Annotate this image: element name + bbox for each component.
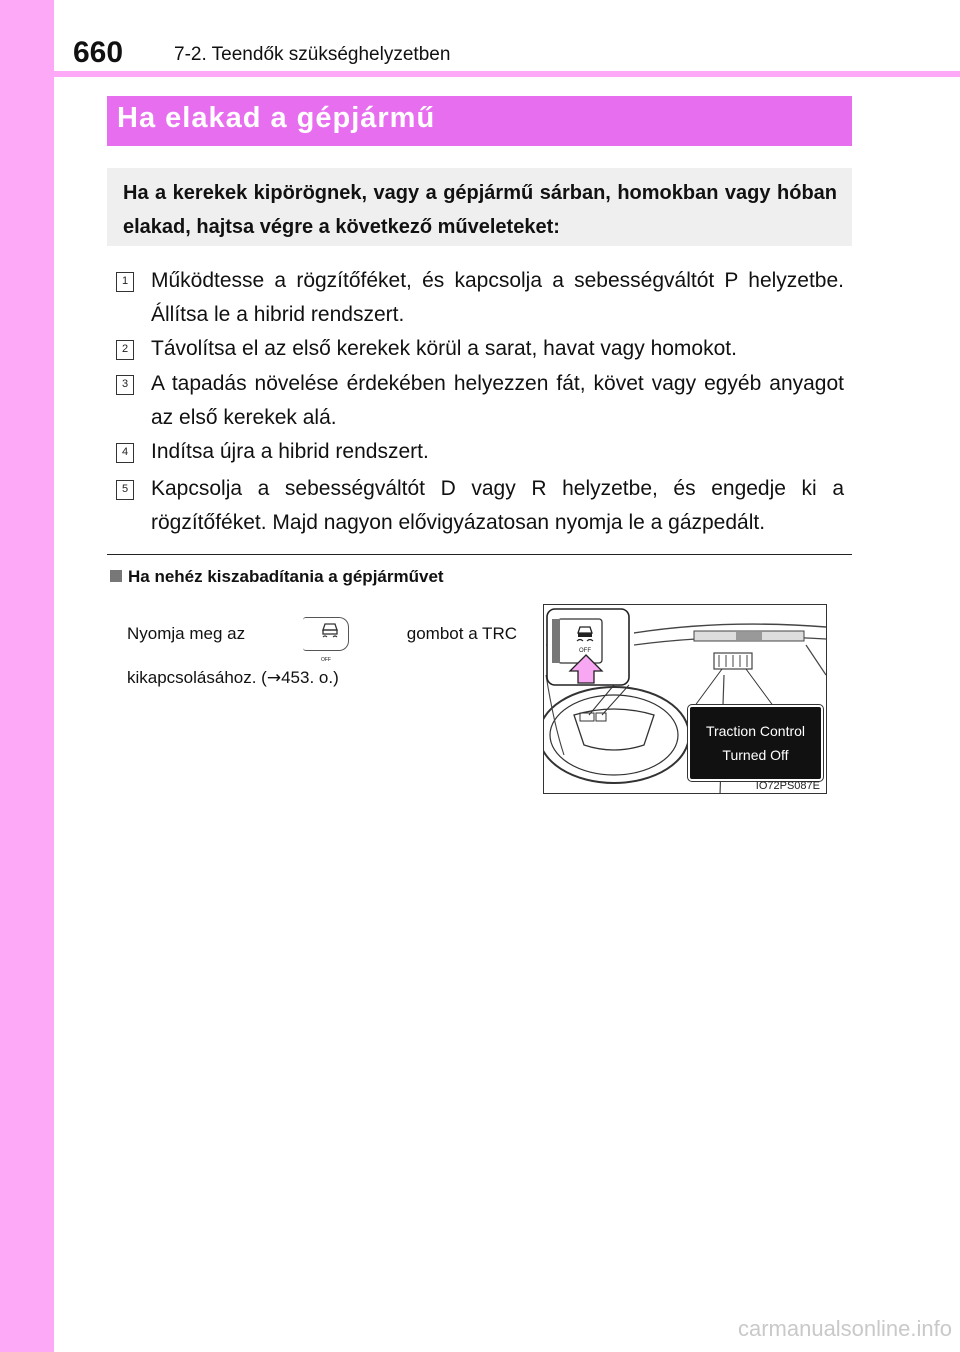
display-line-2: Turned Off: [722, 747, 789, 763]
figure-code: IO72PS087E: [755, 780, 820, 792]
step-number: 1: [116, 272, 134, 292]
watermark: carmanualsonline.info: [737, 1316, 952, 1341]
note-text-after: gombot a TRC: [406, 624, 517, 643]
subsection-heading: [110, 567, 444, 587]
reference-arrow-icon: →: [266, 668, 282, 688]
step-text: Indítsa újra a hibrid rendszert.: [151, 440, 429, 463]
step-number: 5: [116, 480, 134, 500]
zoom-off-label: OFF: [579, 648, 591, 654]
side-color-strip: [0, 0, 54, 1352]
step-number: 4: [116, 443, 134, 463]
trc-note: [127, 612, 517, 700]
note-line2-end: 453. o.): [281, 668, 339, 687]
chapter-title: 7-2. Teendők szükséghelyzetben: [174, 44, 451, 65]
square-bullet-icon: [110, 570, 122, 582]
step-text: Távolítsa el az első kerekek körül a sarat, havat vagy homokot.: [151, 337, 737, 360]
header-rule: [54, 71, 960, 77]
intro-text: Ha a kerekek kipörögnek, vagy a gépjármű sárban, homokban vagy hóban elakad, hajtsa végre a következő műveleteket:: [123, 182, 837, 238]
display-line-1: Traction Control: [705, 723, 806, 739]
button-off-label: OFF: [320, 657, 331, 663]
section-banner: [107, 96, 852, 146]
step-text: Működtesse a rögzítőféket, és kapcsolja a sebességváltót P helyzetbe. Állítsa le a hibrid rendszert.: [151, 269, 844, 326]
step-text: A tapadás növelése érdekében helyezzen fát, követ vagy egyéb anyagot az első kerekek alá.: [151, 372, 844, 429]
step-text: Kapcsolja a sebességváltót D vagy R helyzetbe, és engedje ki a rögzítőféket. Majd nagyon elővigyázatosan nyomja le a gázpedált.: [151, 477, 844, 534]
note-text-before: Nyomja meg az: [127, 624, 246, 643]
subsection-heading-text: Ha nehéz kiszabadítania a gépjárművet: [128, 567, 444, 586]
dashboard-illustration: [543, 604, 827, 794]
step-number: 3: [116, 375, 134, 395]
section-divider: [107, 554, 852, 555]
section-title: Ha elakad a gépjármű: [117, 102, 436, 134]
page-number: 660: [73, 36, 124, 69]
note-line2-start: kikapcsolásához. (: [127, 668, 267, 687]
trc-off-button-icon: [303, 617, 349, 663]
step-number: 2: [116, 340, 134, 360]
traction-control-display: [688, 705, 823, 781]
intro-box: [107, 168, 852, 246]
